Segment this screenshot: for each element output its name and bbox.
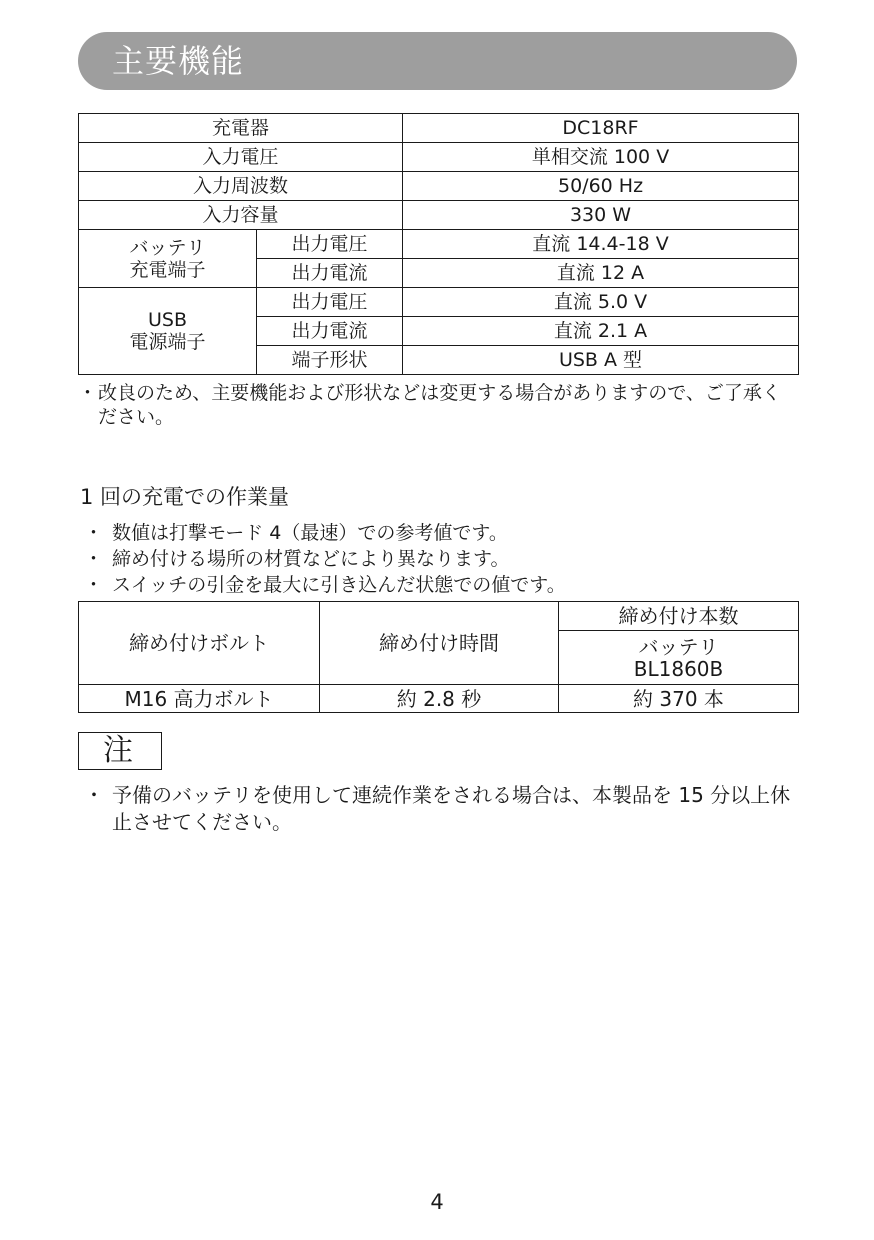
cell-time: 約 2.8 秒 [320,685,559,713]
spec-value: 直流 2.1 A [403,317,799,346]
spec-sublabel: 出力電流 [257,259,403,288]
work-amount-heading: 1 回の充電での作業量 [80,485,290,509]
spec-table [78,113,799,375]
spec-label: 入力電圧 [79,143,403,172]
caution-label-box [78,732,162,770]
spec-sublabel: 端子形状 [257,346,403,375]
note-text: 締め付ける場所の材質などにより異なります。 [112,548,510,570]
table-row [79,172,799,201]
list-item [84,572,798,598]
battery-model: BL1860B [633,656,724,681]
caution-note [84,782,798,836]
spec-value: USB A 型 [403,346,799,375]
header-time: 締め付け時間 [320,602,559,685]
spec-footnote-text: 改良のため、主要機能および形状などは変更する場合がありますので、ご了承ください。 [98,382,781,428]
table-row [79,114,799,143]
battery-label: バッテリ [638,634,719,659]
battery-terminal-group-label [79,230,257,288]
table-row [79,230,799,259]
table-row [79,288,799,317]
spec-value: 50/60 Hz [403,172,799,201]
bullet-mark: ・ [84,522,104,544]
spec-label: 入力周波数 [79,172,403,201]
caution-label: 注 [103,733,133,768]
work-amount-table [78,601,799,713]
group-label-line: バッテリ [129,236,206,259]
bullet-mark: ・ [84,783,104,807]
spec-value: 直流 5.0 V [403,288,799,317]
spec-value: 330 W [403,201,799,230]
page-number: 4 [430,1190,444,1214]
usb-terminal-group-label [79,288,257,375]
spec-label: 充電器 [79,114,403,143]
spec-sublabel: 出力電圧 [257,230,403,259]
group-label-line: 電源端子 [129,331,206,353]
bullet-mark: ・ [84,574,104,596]
note-text: スイッチの引金を最大に引き込んだ状態での値です。 [112,574,566,596]
table-row [79,143,799,172]
bullet-mark: ・ [84,548,104,570]
table-row [79,685,799,713]
header-bolt: 締め付けボルト [79,602,320,685]
header-battery [559,631,799,685]
work-notes-list [84,520,798,598]
spec-label: 入力容量 [79,201,403,230]
group-label-line: USB [147,309,187,331]
header-count: 締め付け本数 [559,602,799,631]
bullet-mark: ・ [78,382,98,404]
spec-value: 直流 12 A [403,259,799,288]
spec-value: DC18RF [403,114,799,143]
list-item [84,520,798,546]
table-row [79,602,799,631]
cell-count: 約 370 本 [559,685,799,713]
section-title-banner [78,32,797,90]
spec-sublabel: 出力電流 [257,317,403,346]
section-title: 主要機能 [112,42,245,80]
spec-value: 単相交流 100 V [403,143,799,172]
spec-value: 直流 14.4-18 V [403,230,799,259]
note-text: 数値は打撃モード 4（最速）での参考値です。 [112,522,508,544]
cell-bolt: M16 高力ボルト [79,685,320,713]
group-label-line: 充電端子 [129,258,206,281]
caution-text: 予備のバッテリを使用して連続作業をされる場合は、本製品を 15 分以上休止させてください。 [112,783,791,834]
spec-sublabel: 出力電圧 [257,288,403,317]
table-row [79,201,799,230]
spec-footnote [78,381,798,429]
list-item [84,546,798,572]
